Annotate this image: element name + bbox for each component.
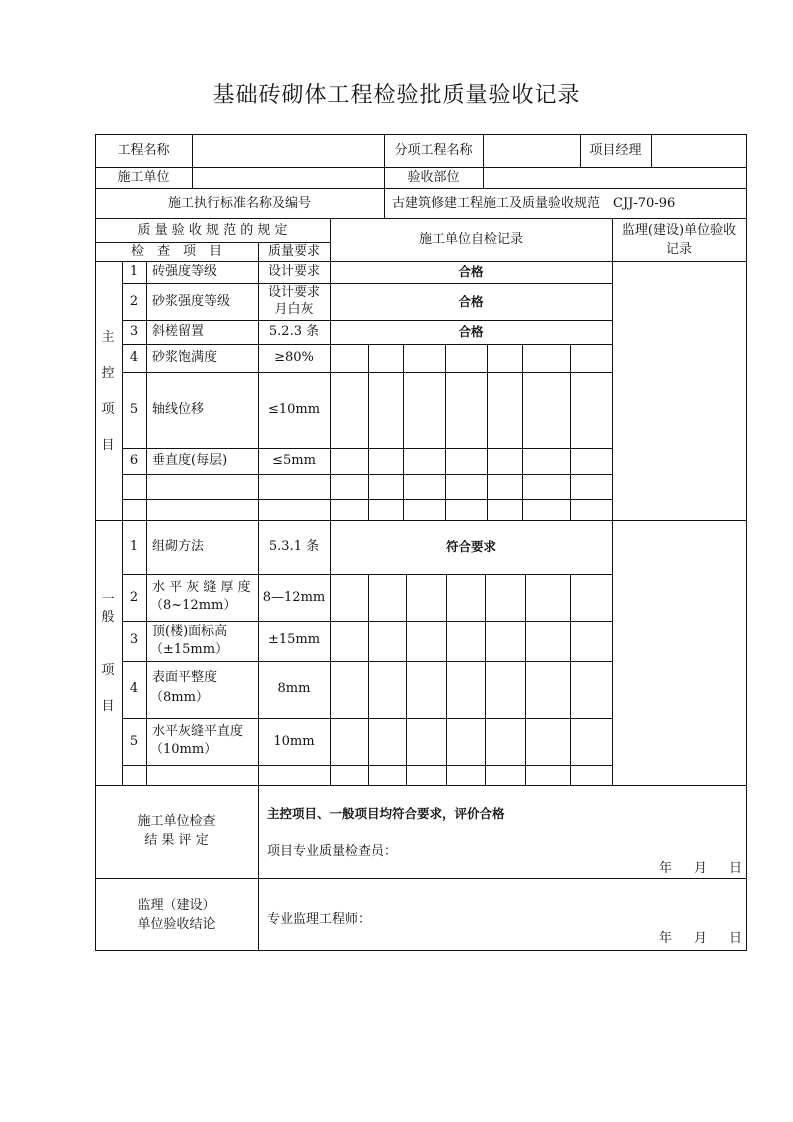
general-item-4-req: 8mm (277, 681, 311, 696)
req-header: 质量要求 (267, 244, 320, 259)
supervisor-date-day: 日 (729, 931, 743, 946)
main-item-2-no: 2 (129, 294, 139, 309)
standard-value: 古建筑修建工程施工及质量验收规范 CJJ-70-96 (392, 196, 676, 211)
main-item-4-no: 4 (129, 350, 139, 365)
inspection-part-label: 验收部位 (407, 170, 460, 185)
main-item-2-req: 设计要求 (267, 285, 320, 300)
main-item-3-no: 3 (129, 324, 139, 339)
check-label-line2: 结 果 评 定 (144, 833, 209, 848)
project-name-label: 工程名称 (117, 143, 170, 158)
spec-header: 质 量 验 收 规 范 的 规 定 (137, 223, 288, 238)
general-item-2-name: 水 平 灰 缝 厚 度 (152, 580, 251, 595)
general-item-4-name: 表面平整度 (152, 670, 218, 685)
general-item-1-name: 组砌方法 (152, 539, 205, 554)
main-item-5-no: 5 (129, 402, 139, 417)
check-date-year: 年 (659, 861, 673, 876)
main-item-4-name: 砂浆饱满度 (152, 350, 218, 365)
general-item-5-name-line2: （10mm） (150, 742, 218, 757)
main-group-char-3: 项 (101, 402, 115, 417)
general-item-5-req: 10mm (273, 734, 315, 749)
main-item-5-req: ≤10mm (267, 402, 321, 417)
standard-label: 施工执行标准名称及编号 (167, 196, 311, 211)
supervisor-date-year: 年 (659, 931, 673, 946)
main-item-1-req: 设计要求 (267, 264, 320, 279)
main-item-5-name: 轴线位移 (152, 402, 205, 417)
inspector-label: 项目专业质量检查员： (267, 844, 398, 859)
construction-unit-label: 施工单位 (117, 170, 170, 185)
general-item-3-req: ±15mm (267, 632, 321, 647)
engineer-label: 专业监理工程师： (267, 912, 372, 927)
main-item-3-name: 斜槎留置 (152, 324, 205, 339)
main-item-6-req: ≤5mm (272, 453, 316, 468)
supervisor-date-month: 月 (694, 931, 708, 946)
sub-project-label: 分项工程名称 (394, 143, 473, 158)
main-item-2-name: 砂浆强度等级 (152, 294, 231, 309)
general-group-char-4: 目 (101, 699, 115, 714)
main-group-char-2: 控 (101, 366, 115, 381)
main-item-6-no: 6 (129, 453, 139, 468)
general-item-2-req: 8—12mm (262, 590, 326, 605)
main-item-1-result: 合格 (458, 264, 484, 279)
manager-label: 项目经理 (589, 143, 642, 158)
main-item-4-req: ≥80% (274, 350, 314, 365)
supervisor-label-line2: 单位验收结论 (137, 917, 216, 932)
general-item-5-name: 水平灰缝平直度 (152, 724, 244, 739)
supervisor-label-line1: 监理（建设） (137, 898, 216, 913)
general-group-char-3: 项 (101, 663, 115, 678)
general-item-1-result: 符合要求 (445, 539, 496, 554)
main-group-char-1: 主 (101, 330, 115, 345)
general-item-2-no: 2 (129, 590, 139, 605)
self-check-header: 施工单位自检记录 (418, 232, 523, 247)
check-date-day: 日 (729, 861, 743, 876)
main-item-3-result: 合格 (458, 324, 484, 339)
general-item-4-no: 4 (129, 681, 139, 696)
check-result: 主控项目、一般项目均符合要求，评价合格 (267, 806, 505, 821)
general-item-1-no: 1 (129, 539, 139, 554)
general-item-5-no: 5 (129, 734, 139, 749)
check-date-month: 月 (694, 861, 708, 876)
main-item-2-result: 合格 (458, 294, 484, 309)
supervisor-header-line1: 监理(建设)单位验收 (621, 223, 737, 238)
main-item-1-name: 砖强度等级 (152, 264, 218, 279)
general-item-2-name-line2: （8~12mm） (150, 598, 237, 613)
general-item-4-name-line2: （8mm） (150, 690, 209, 705)
general-item-1-req: 5.3.1 条 (268, 539, 320, 554)
general-item-3-name: 顶(楼)面标高 (152, 624, 228, 639)
general-group-char-2: 般 (101, 610, 115, 625)
supervisor-header-line2: 记录 (665, 242, 692, 257)
main-item-3-req: 5.2.3 条 (268, 324, 320, 339)
general-item-3-no: 3 (129, 632, 139, 647)
check-label-line1: 施工单位检查 (137, 814, 216, 829)
main-item-1-no: 1 (129, 264, 139, 279)
main-group-char-4: 目 (101, 438, 115, 453)
main-item-2-req-line2: 月白灰 (274, 302, 314, 317)
general-item-3-name-line2: （±15mm） (150, 642, 229, 657)
page-title: 基础砖砌体工程检验批质量验收记录 (212, 83, 581, 108)
item-header: 检 查 项 目 (130, 244, 222, 259)
general-group-char-1: 一 (101, 592, 115, 607)
main-item-6-name: 垂直度(每层) (152, 453, 228, 468)
